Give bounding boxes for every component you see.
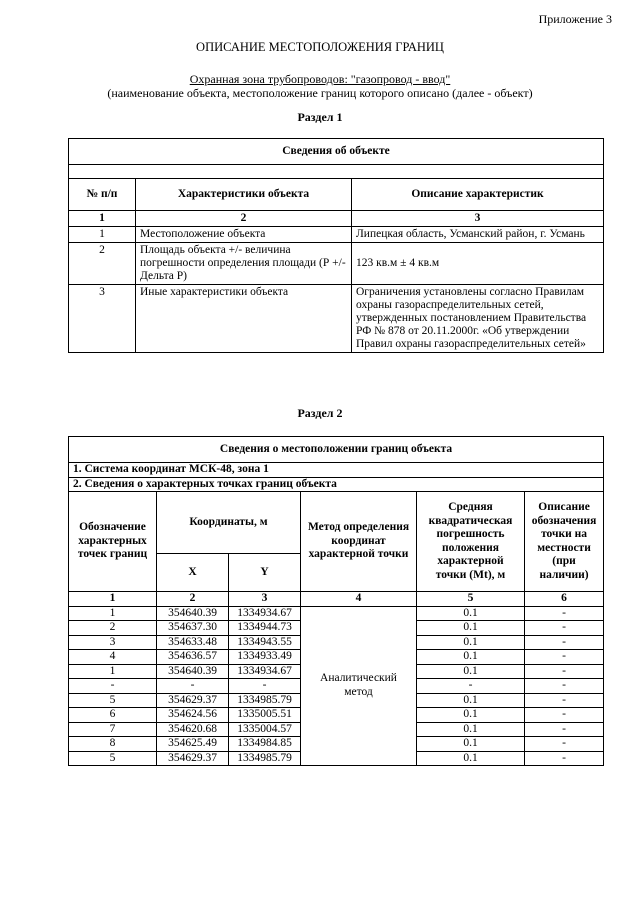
col-char-header: Характеристики объекта: [136, 179, 352, 211]
object-note: (наименование объекта, местоположение границ которого описано (далее - объект): [107, 86, 533, 100]
place-description: -: [525, 708, 604, 723]
row-description: Ограничения установлены согласно Правилам охраны газораспределительных сетей, утвержденных постановлением Правительства РФ № 878 от 20.11.2000г. «Об утверждении Правил охраны газораспределительных сетей»: [352, 285, 604, 353]
row-number: 2: [69, 243, 136, 285]
point-label: 1: [69, 664, 157, 679]
col-x-header: X: [157, 554, 229, 592]
coord-y: 1334933.49: [229, 650, 301, 665]
coord-x: 354620.68: [157, 722, 229, 737]
place-description: -: [525, 606, 604, 621]
coord-y: 1334985.79: [229, 751, 301, 766]
row-characteristic: Местоположение объекта: [136, 227, 352, 243]
col-point-header: Обозначение характерных точек границ: [69, 492, 157, 592]
error-value: 0.1: [417, 722, 525, 737]
place-description: -: [525, 693, 604, 708]
coord-y: 1334944.73: [229, 621, 301, 636]
place-description: -: [525, 650, 604, 665]
row-number: 3: [69, 285, 136, 353]
point-label: 5: [69, 693, 157, 708]
place-description: -: [525, 664, 604, 679]
boundary-points-table: [68, 436, 604, 766]
index-cell: 5: [417, 592, 525, 607]
error-value: 0.1: [417, 621, 525, 636]
place-description: -: [525, 722, 604, 737]
index-cell: 1: [69, 211, 136, 227]
index-cell: 2: [136, 211, 352, 227]
index-row: [69, 592, 604, 607]
coord-y: 1334984.85: [229, 737, 301, 752]
col-desc-header: Описание характеристик: [352, 179, 604, 211]
row-number: 1: [69, 227, 136, 243]
error-value: 0.1: [417, 737, 525, 752]
col-y-header: Y: [229, 554, 301, 592]
index-cell: 4: [301, 592, 417, 607]
place-description: -: [525, 621, 604, 636]
coord-x: 354629.37: [157, 751, 229, 766]
place-description: -: [525, 635, 604, 650]
row-description: Липецкая область, Усманский район, г. Усмань: [352, 227, 604, 243]
table-row: [69, 227, 604, 243]
coord-system-row: 1. Система координат МСК-48, зона 1: [69, 463, 604, 478]
error-value: -: [417, 679, 525, 694]
point-label: 8: [69, 737, 157, 752]
coord-y: 1334934.67: [229, 606, 301, 621]
place-description: -: [525, 679, 604, 694]
point-label: 4: [69, 650, 157, 665]
error-value: 0.1: [417, 708, 525, 723]
error-value: 0.1: [417, 693, 525, 708]
row-description: 123 кв.м ± 4 кв.м: [352, 243, 604, 285]
spacer-row: [69, 165, 604, 179]
coord-y: 1334943.55: [229, 635, 301, 650]
section2-label: Раздел 2: [297, 406, 343, 420]
point-label: 1: [69, 606, 157, 621]
index-cell: 1: [69, 592, 157, 607]
index-cell: 2: [157, 592, 229, 607]
row-characteristic: Площадь объекта +/- величина погрешности определения площади (Р +/- Дельта Р): [136, 243, 352, 285]
table-row: [69, 243, 604, 285]
place-description: -: [525, 751, 604, 766]
col-place-header: Описание обозначения точки на местности (при наличии): [525, 492, 604, 592]
point-label: 7: [69, 722, 157, 737]
method-cell: Аналитический метод: [301, 606, 417, 766]
table-row: [69, 606, 604, 621]
col-coords-header: Координаты, м: [157, 492, 301, 554]
table-row: [69, 285, 604, 353]
point-label: -: [69, 679, 157, 694]
point-label: 5: [69, 751, 157, 766]
index-cell: 6: [525, 592, 604, 607]
index-row: [69, 211, 604, 227]
object-name: Охранная зона трубопроводов: "газопровод - ввод": [189, 72, 451, 86]
col-num-header: № п/п: [69, 179, 136, 211]
coord-y: -: [229, 679, 301, 694]
row-characteristic: Иные характеристики объекта: [136, 285, 352, 353]
error-value: 0.1: [417, 635, 525, 650]
appendix-label: Приложение 3: [538, 12, 612, 26]
error-value: 0.1: [417, 751, 525, 766]
coord-y: 1334934.67: [229, 664, 301, 679]
object-info-title: Сведения об объекте: [69, 139, 604, 165]
coord-y: 1334985.79: [229, 693, 301, 708]
error-value: 0.1: [417, 664, 525, 679]
coord-y: 1335005.51: [229, 708, 301, 723]
coord-x: 354640.39: [157, 606, 229, 621]
coord-y: 1335004.57: [229, 722, 301, 737]
coord-x: -: [157, 679, 229, 694]
object-info-table: [68, 138, 604, 353]
index-cell: 3: [229, 592, 301, 607]
error-value: 0.1: [417, 650, 525, 665]
coord-x: 354636.57: [157, 650, 229, 665]
points-info-row: 2. Сведения о характерных точках границ объекта: [69, 477, 604, 492]
section1-label: Раздел 1: [297, 110, 343, 124]
coord-x: 354633.48: [157, 635, 229, 650]
error-value: 0.1: [417, 606, 525, 621]
point-label: 2: [69, 621, 157, 636]
coord-x: 354624.56: [157, 708, 229, 723]
coord-x: 354637.30: [157, 621, 229, 636]
boundary-table-title: Сведения о местоположении границ объекта: [69, 437, 604, 463]
col-method-header: Метод определения координат характерной точки: [301, 492, 417, 592]
page-title: ОПИСАНИЕ МЕСТОПОЛОЖЕНИЯ ГРАНИЦ: [196, 40, 444, 54]
point-label: 6: [69, 708, 157, 723]
coord-x: 354629.37: [157, 693, 229, 708]
place-description: -: [525, 737, 604, 752]
coord-x: 354640.39: [157, 664, 229, 679]
point-label: 3: [69, 635, 157, 650]
col-error-header: Средняя квадратическая погрешность положения характерной точки (Mt), м: [417, 492, 525, 592]
index-cell: 3: [352, 211, 604, 227]
coord-x: 354625.49: [157, 737, 229, 752]
